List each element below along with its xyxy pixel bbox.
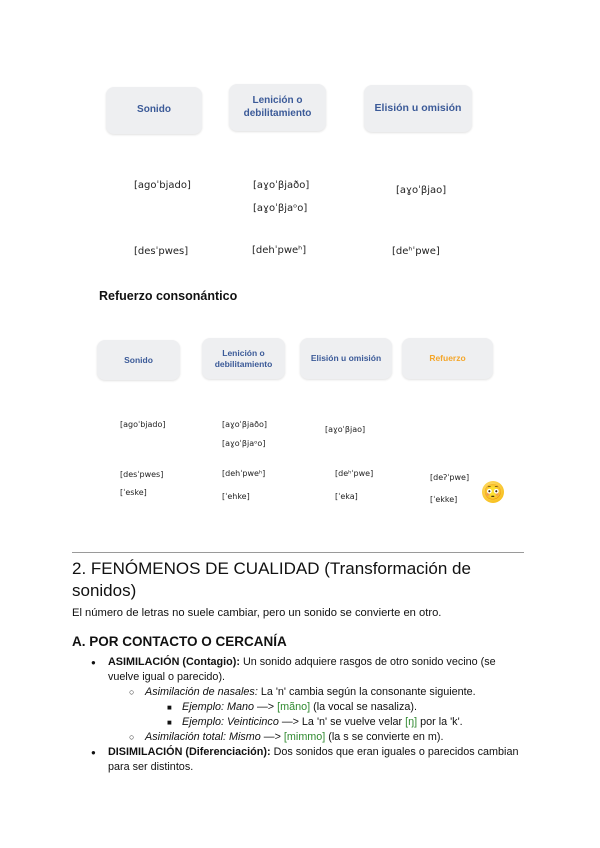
ipa-text: [ˈekke]: [430, 495, 458, 504]
ipa-text: [agoˈbjado]: [120, 420, 166, 429]
ipa-text: [aɣoˈβjaðo]: [253, 180, 310, 191]
ipa-text: [ˈehke]: [222, 492, 250, 501]
ipa-text: [dehˈpweʰ]: [252, 245, 307, 256]
example-label: Ejemplo: Veinticinco: [182, 716, 279, 728]
card-sonido: Sonido: [97, 340, 180, 380]
term: ASIMILACIÓN (Contagio):: [108, 656, 240, 668]
term: Asimilación de nasales:: [145, 686, 258, 698]
ipa-text: [deʔˈpwe]: [430, 473, 470, 482]
term: DISIMILACIÓN (Diferenciación):: [108, 746, 271, 758]
example-label: Ejemplo: Mano: [182, 701, 255, 713]
divider: [72, 552, 524, 553]
ipa-text: [aɣoˈβjaᵒo]: [253, 203, 308, 214]
ipa-transcription: [ŋ]: [405, 716, 418, 728]
ipa-transcription: [mimmo]: [283, 731, 326, 743]
card-refuerzo: Refuerzo: [402, 338, 493, 379]
ipa-text: [ˈeka]: [335, 492, 358, 501]
list-item-disimilacion: [108, 745, 528, 775]
section-intro: El número de letras no suele cambiar, pero un sonido se convierte en otro.: [72, 607, 442, 619]
ipa-transcription: [mãno]: [277, 701, 311, 713]
definition: Un sonido adquiere rasgos de otro sonido vecino (se vuelve igual o parecido).: [108, 656, 496, 683]
ipa-text: [dehˈpweʰ]: [222, 469, 266, 478]
ipa-text: [aɣoˈβjao]: [396, 185, 447, 196]
list-item-ejemplo-mano: ■ Ejemplo: Mano —> [mãno] (la vocal se nasaliza).: [182, 700, 417, 715]
ipa-text: [desˈpwes]: [134, 246, 189, 257]
card-sonido: Sonido: [106, 87, 202, 134]
ipa-text: [aɣoˈβjaᵒo]: [222, 439, 266, 448]
card-elision: Elisión u omisión: [300, 338, 392, 379]
subsection-heading: A. POR CONTACTO O CERCANÍA: [72, 634, 287, 649]
card-lenicion: Lenición o debilitamiento: [229, 84, 326, 131]
ipa-text: [aɣoˈβjao]: [325, 425, 366, 434]
card-lenicion: Lenición o debilitamiento: [202, 338, 285, 379]
ipa-text: [deʰˈpwe]: [392, 246, 440, 257]
ipa-text: [agoˈbjado]: [134, 180, 191, 191]
flushed-face-icon: 😳: [482, 481, 504, 503]
definition: Dos sonidos que eran iguales o parecidos cambian para ser distintos.: [108, 746, 519, 773]
refuerzo-heading: Refuerzo consonántico: [99, 289, 238, 303]
list-item-nasales: [145, 685, 476, 700]
card-elision: Elisión u omisión: [364, 85, 472, 132]
ipa-text: [ˈeske]: [120, 488, 147, 497]
definition: La 'n' cambia según la consonante siguiente.: [257, 686, 476, 698]
ipa-text: [desˈpwes]: [120, 470, 164, 479]
ipa-text: [deʰˈpwe]: [335, 469, 374, 478]
section-title: 2. FENÓMENOS DE CUALIDAD (Transformación de sonidos): [72, 559, 471, 600]
list-item-ejemplo-veinticinco: ■ Ejemplo: Veinticinco —> La 'n' se vuelve velar [ŋ] por la 'k'.: [182, 715, 463, 730]
list-item-asimilacion: [108, 655, 528, 685]
list-item-asimilacion-total: ○ Asimilación total: Mismo —> [mimmo] (la s se convierte en m).: [145, 730, 444, 745]
term: Asimilación total: Mismo: [145, 731, 261, 743]
ipa-text: [aɣoˈβjaðo]: [222, 420, 268, 429]
